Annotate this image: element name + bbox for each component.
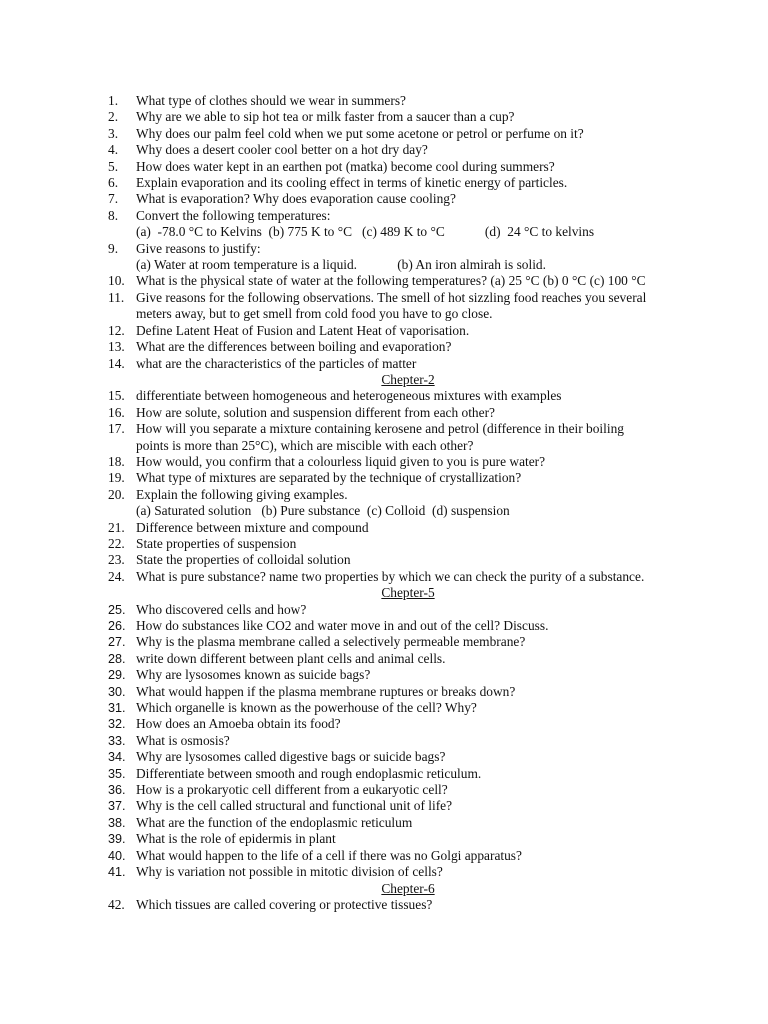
question-item bbox=[108, 602, 708, 618]
question-text: Give reasons for the following observations. The smell of hot sizzling food reaches you several bbox=[136, 289, 647, 305]
question-text: Which organelle is known as the powerhouse of the cell? Why? bbox=[136, 700, 477, 716]
question-text: Give reasons to justify: bbox=[136, 240, 261, 256]
question-number: 32. bbox=[108, 717, 126, 732]
question-item bbox=[108, 684, 708, 700]
question-continuation: meters away, but to get smell from cold food you have to go close. bbox=[136, 306, 493, 322]
question-item bbox=[108, 109, 708, 125]
question-text: What is osmosis? bbox=[136, 732, 230, 748]
question-number: 8. bbox=[108, 207, 119, 223]
question-text: Why does a desert cooler cool better on a hot dry day? bbox=[136, 142, 428, 158]
question-number: 41. bbox=[108, 865, 126, 880]
question-number: 25. bbox=[108, 602, 126, 617]
question-item bbox=[108, 618, 708, 634]
question-item bbox=[108, 897, 708, 913]
chapter-heading: Chepter-2 bbox=[381, 371, 435, 387]
question-text: How will you separate a mixture containing kerosene and petrol (difference in their boiling bbox=[136, 421, 624, 437]
question-text: How is a prokaryotic cell different from a eukaryotic cell? bbox=[136, 782, 448, 798]
question-text: How does water kept in an earthen pot (matka) become cool during summers? bbox=[136, 158, 555, 174]
question-number: 28. bbox=[108, 651, 126, 666]
question-item bbox=[108, 700, 708, 716]
question-item bbox=[108, 388, 708, 404]
question-item bbox=[108, 520, 708, 536]
question-number: 21. bbox=[108, 519, 125, 535]
question-number: 42. bbox=[108, 896, 125, 912]
chapter-heading: Chepter-6 bbox=[381, 880, 435, 896]
question-item bbox=[108, 470, 708, 486]
question-text: What is evaporation? Why does evaporation cause cooling? bbox=[136, 191, 456, 207]
question-text: Why is the plasma membrane called a selectively permeable membrane? bbox=[136, 634, 526, 650]
question-item bbox=[108, 716, 708, 732]
question-number: 3. bbox=[108, 125, 119, 141]
question-text: Difference between mixture and compound bbox=[136, 519, 369, 535]
question-item bbox=[108, 848, 708, 864]
question-text: Differentiate between smooth and rough endoplasmic reticulum. bbox=[136, 765, 482, 781]
question-item bbox=[108, 733, 708, 749]
question-number: 4. bbox=[108, 142, 119, 158]
question-text: Why are lysosomes known as suicide bags? bbox=[136, 667, 371, 683]
question-number: 10. bbox=[108, 273, 125, 289]
question-continuation: points is more than 25°C), which are miscible with each other? bbox=[136, 437, 474, 453]
question-number: 17. bbox=[108, 421, 125, 437]
question-text: Who discovered cells and how? bbox=[136, 601, 307, 617]
question-number: 2. bbox=[108, 109, 119, 125]
question-number: 19. bbox=[108, 470, 125, 486]
question-text: What are the function of the endoplasmic reticulum bbox=[136, 814, 413, 830]
question-number: 27. bbox=[108, 635, 126, 650]
question-item bbox=[108, 191, 708, 207]
question-item bbox=[108, 142, 708, 158]
question-number: 20. bbox=[108, 486, 125, 502]
question-text: What is pure substance? name two properties by which we can check the purity of a substance. bbox=[136, 568, 645, 584]
question-text: How would, you confirm that a colourless liquid given to you is pure water? bbox=[136, 453, 546, 469]
question-item bbox=[108, 93, 708, 109]
question-item bbox=[108, 782, 708, 798]
question-number: 22. bbox=[108, 535, 125, 551]
question-item bbox=[108, 536, 708, 552]
question-text: Which tissues are called covering or protective tissues? bbox=[136, 896, 433, 912]
question-number: 1. bbox=[108, 93, 119, 108]
question-item bbox=[108, 208, 708, 224]
question-item bbox=[108, 569, 708, 585]
question-item bbox=[108, 667, 708, 683]
question-number: 16. bbox=[108, 404, 125, 420]
question-number: 15. bbox=[108, 388, 125, 404]
question-number: 5. bbox=[108, 158, 119, 174]
chapter-heading: Chepter-5 bbox=[381, 585, 435, 601]
question-item bbox=[108, 634, 708, 650]
question-text: How do substances like CO2 and water move in and out of the cell? Discuss. bbox=[136, 618, 549, 633]
question-text: State the properties of colloidal solution bbox=[136, 552, 351, 568]
question-number: 38. bbox=[108, 815, 126, 830]
question-text: State properties of suspension bbox=[136, 535, 297, 551]
question-item bbox=[108, 421, 708, 437]
question-text: What would happen if the plasma membrane ruptures or breaks down? bbox=[136, 683, 516, 699]
question-item bbox=[108, 766, 708, 782]
question-item bbox=[108, 831, 708, 847]
question-item bbox=[108, 175, 708, 191]
question-item bbox=[108, 241, 708, 257]
question-item bbox=[108, 651, 708, 667]
question-number: 24. bbox=[108, 568, 125, 584]
question-item bbox=[108, 290, 708, 306]
question-number: 7. bbox=[108, 191, 119, 207]
question-number: 11. bbox=[108, 289, 125, 305]
question-text: Why are we able to sip hot tea or milk faster from a saucer than a cup? bbox=[136, 109, 515, 125]
question-item bbox=[108, 487, 708, 503]
question-item bbox=[108, 356, 708, 372]
question-item bbox=[108, 323, 708, 339]
question-text: Convert the following temperatures: bbox=[136, 207, 331, 223]
question-continuation: (a) Water at room temperature is a liquid. (b) An iron almirah is solid. bbox=[136, 257, 546, 273]
question-text: What is the role of epidermis in plant bbox=[136, 831, 336, 847]
question-number: 26. bbox=[108, 619, 126, 633]
question-number: 35. bbox=[108, 766, 126, 781]
question-text: write down different between plant cells and animal cells. bbox=[136, 650, 446, 666]
question-number: 30. bbox=[108, 684, 126, 699]
question-item bbox=[108, 815, 708, 831]
question-item bbox=[108, 864, 708, 880]
question-item bbox=[108, 339, 708, 355]
question-number: 34. bbox=[108, 750, 126, 765]
question-text: Define Latent Heat of Fusion and Latent Heat of vaporisation. bbox=[136, 322, 470, 338]
question-item bbox=[108, 273, 708, 289]
question-text: Why are lysosomes called digestive bags or suicide bags? bbox=[136, 749, 446, 765]
question-text: what are the characteristics of the particles of matter bbox=[136, 355, 417, 371]
question-text: What is the physical state of water at the following temperatures? (a) 25 °C (b) 0 °C (c) 100 °C bbox=[136, 273, 646, 289]
question-text: How are solute, solution and suspension different from each other? bbox=[136, 404, 495, 420]
question-item bbox=[108, 159, 708, 175]
question-number: 13. bbox=[108, 339, 125, 355]
question-item bbox=[108, 798, 708, 814]
question-item bbox=[108, 126, 708, 142]
question-text: Explain evaporation and its cooling effect in terms of kinetic energy of particles. bbox=[136, 175, 568, 191]
question-item bbox=[108, 405, 708, 421]
question-text: How does an Amoeba obtain its food? bbox=[136, 716, 341, 732]
question-number: 33. bbox=[108, 733, 126, 748]
question-text: differentiate between homogeneous and heterogeneous mixtures with examples bbox=[136, 388, 562, 404]
question-text: What would happen to the life of a cell if there was no Golgi apparatus? bbox=[136, 847, 522, 863]
question-number: 40. bbox=[108, 848, 126, 863]
question-list bbox=[108, 93, 708, 913]
question-continuation: (a) Saturated solution (b) Pure substance (c) Colloid (d) suspension bbox=[136, 503, 510, 519]
question-number: 39. bbox=[108, 832, 126, 847]
question-item bbox=[108, 454, 708, 470]
question-number: 37. bbox=[108, 799, 126, 814]
question-item bbox=[108, 749, 708, 765]
question-number: 14. bbox=[108, 355, 125, 371]
question-number: 36. bbox=[108, 783, 126, 798]
question-number: 23. bbox=[108, 552, 125, 568]
question-text: What are the differences between boiling and evaporation? bbox=[136, 339, 452, 355]
question-text: Why is the cell called structural and functional unit of life? bbox=[136, 798, 453, 814]
question-number: 18. bbox=[108, 453, 125, 469]
question-number: 9. bbox=[108, 240, 119, 256]
question-item bbox=[108, 552, 708, 568]
question-number: 6. bbox=[108, 175, 119, 191]
question-number: 12. bbox=[108, 322, 125, 338]
question-text: Why is variation not possible in mitotic division of cells? bbox=[136, 864, 443, 880]
question-text: What type of clothes should we wear in summers? bbox=[136, 93, 406, 108]
question-text: Why does our palm feel cold when we put some acetone or petrol or perfume on it? bbox=[136, 125, 584, 141]
question-number: 29. bbox=[108, 668, 126, 683]
question-continuation: (a) -78.0 °C to Kelvins (b) 775 K to °C (c) 489 K to °C (d) 24 °C to kelvins bbox=[136, 224, 595, 240]
question-text: Explain the following giving examples. bbox=[136, 486, 348, 502]
question-number: 31. bbox=[108, 701, 126, 716]
question-text: What type of mixtures are separated by the technique of crystallization? bbox=[136, 470, 522, 486]
